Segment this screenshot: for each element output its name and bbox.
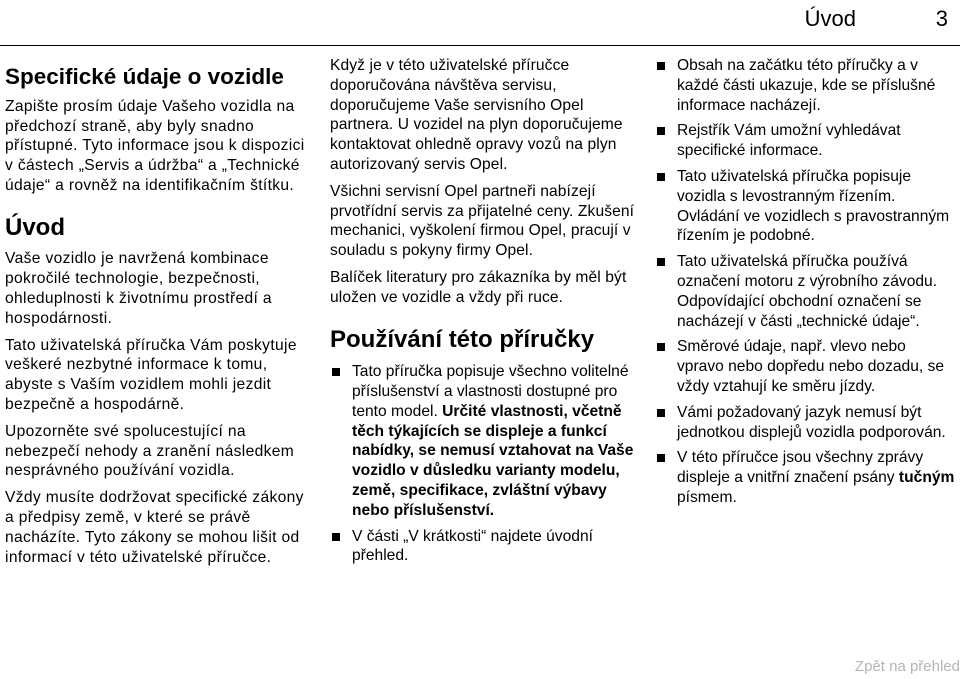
list-item <box>655 448 955 507</box>
list-item-text: Tato příručka popisuje všechno volitelné příslušenství a vlastnosti dostupné pro tento model. <box>352 363 629 420</box>
back-to-overview-link[interactable]: Zpět na přehled <box>854 658 960 675</box>
list-item <box>330 362 635 520</box>
square-bullet-icon <box>657 173 665 181</box>
list-item-bold-text: Určité vlastnosti, včetně těch týkajících se displeje a funkcí nabídky, se nemusí vztahovat na Vaše vozidlo v důsledku varianty modelu, země, specifikace, zvláštní výbavy nebo příslušenství. <box>352 402 634 519</box>
paragraph-intro-3: Upozorněte své spolucestující na nebezpečí nehody a zranění následkem nesprávného používání vozidla. <box>5 422 295 480</box>
column-middle <box>330 56 635 572</box>
paragraph-intro-1: Vaše vozidlo je navržená kombinace pokročilé technologie, bezpečnosti, ohleduplnosti k životnímu prostředí a hospodárnosti. <box>5 250 272 327</box>
paragraph-literature: Balíček literatury pro zákazníka by měl být uložen ve vozidle a vždy při ruce. <box>330 268 627 306</box>
list-item <box>655 56 955 115</box>
heading-using-manual: Používání této příručky <box>330 325 595 353</box>
column-right <box>655 56 955 514</box>
list-item <box>655 167 955 246</box>
list-item-text: Obsah na začátku této příručky a v každé části ukazuje, kde se příslušné informace nacházejí. <box>677 57 936 114</box>
list-item <box>655 252 955 331</box>
list-item-text: Vámi požadovaný jazyk nemusí být jednotkou displejů vozidla podporován. <box>677 403 946 441</box>
paragraph-service-2: Všichni servisní Opel partneři nabízejí prvotřídní servis za přijatelné ceny. Zkušení mechanici, vyškolení firmou Opel, pracují v souladu s pokyny firmy Opel. <box>330 182 635 260</box>
square-bullet-icon <box>657 343 665 351</box>
header-title: Úvod <box>804 6 856 31</box>
list-item <box>330 527 635 567</box>
list-item <box>655 121 955 161</box>
list-item-text: V této příručce jsou všechny zprávy displeje a vnitřní značení psány <box>677 449 924 487</box>
page-number: 3 <box>935 6 948 31</box>
square-bullet-icon <box>332 368 340 376</box>
list-item-bold-text: tučným <box>898 469 955 487</box>
column-left <box>5 56 305 574</box>
square-bullet-icon <box>657 258 665 266</box>
list-item-text: V části „V krátkosti“ najdete úvodní přehled. <box>352 527 593 565</box>
paragraph-specific-data: Zapište prosím údaje Vašeho vozidla na předchozí straně, aby byly snadno přístupné. Tyto informace jsou k dispozici v částech „Servis a údržba“ a „Technické údaje“ a rovněž na identifikačním štítku. <box>5 97 305 195</box>
header-divider <box>0 45 960 46</box>
square-bullet-icon <box>332 533 340 541</box>
list-item <box>655 337 955 396</box>
bullet-list-middle <box>330 362 635 566</box>
bullet-list-right <box>655 56 955 508</box>
list-item-text: písmem. <box>677 488 737 506</box>
list-item <box>655 403 955 443</box>
paragraph-intro-2: Tato uživatelská příručka Vám poskytuje veškeré nezbytné informace k tomu, abyste s Vaším vozidlem mohli jezdit bezpečně a hospodárně. <box>5 336 297 414</box>
paragraph-service-1: Když je v této uživatelské příručce doporučována návštěva servisu, doporučujeme Vaše servisního Opel partnera. U vozidel na plyn doporučujeme kontaktovat ohledně opravy vozů na plyn autorizovaný servis Opel. <box>330 57 623 173</box>
heading-introduction: Úvod <box>5 213 65 241</box>
heading-specific-data: Specifické údaje o vozidle <box>5 64 284 89</box>
square-bullet-icon <box>657 127 665 135</box>
page-header <box>0 0 960 46</box>
paragraph-intro-4: Vždy musíte dodržovat specifické zákony a předpisy země, v které se právě nacházíte. Tyto zákony se mohou lišit od informací v této uživatelské příručce. <box>5 489 304 566</box>
list-item-text: Tato uživatelská příručka používá označení motoru z výrobního závodu. Odpovídající obchodní označení se nacházejí v části „technické údaje“. <box>677 253 938 330</box>
list-item-text: Rejstřík Vám umožní vyhledávat specifické informace. <box>677 122 901 160</box>
list-item-text: Tato uživatelská příručka popisuje vozidla s levostranným řízením. Ovládání ve vozidlech s pravostranným řízením je podobné. <box>677 167 950 245</box>
square-bullet-icon <box>657 409 665 417</box>
square-bullet-icon <box>657 454 665 462</box>
list-item-text: Směrové údaje, např. vlevo nebo vpravo nebo dopředu nebo dozadu, se vždy vztahují ke směru jízdy. <box>677 338 945 395</box>
square-bullet-icon <box>657 62 665 70</box>
